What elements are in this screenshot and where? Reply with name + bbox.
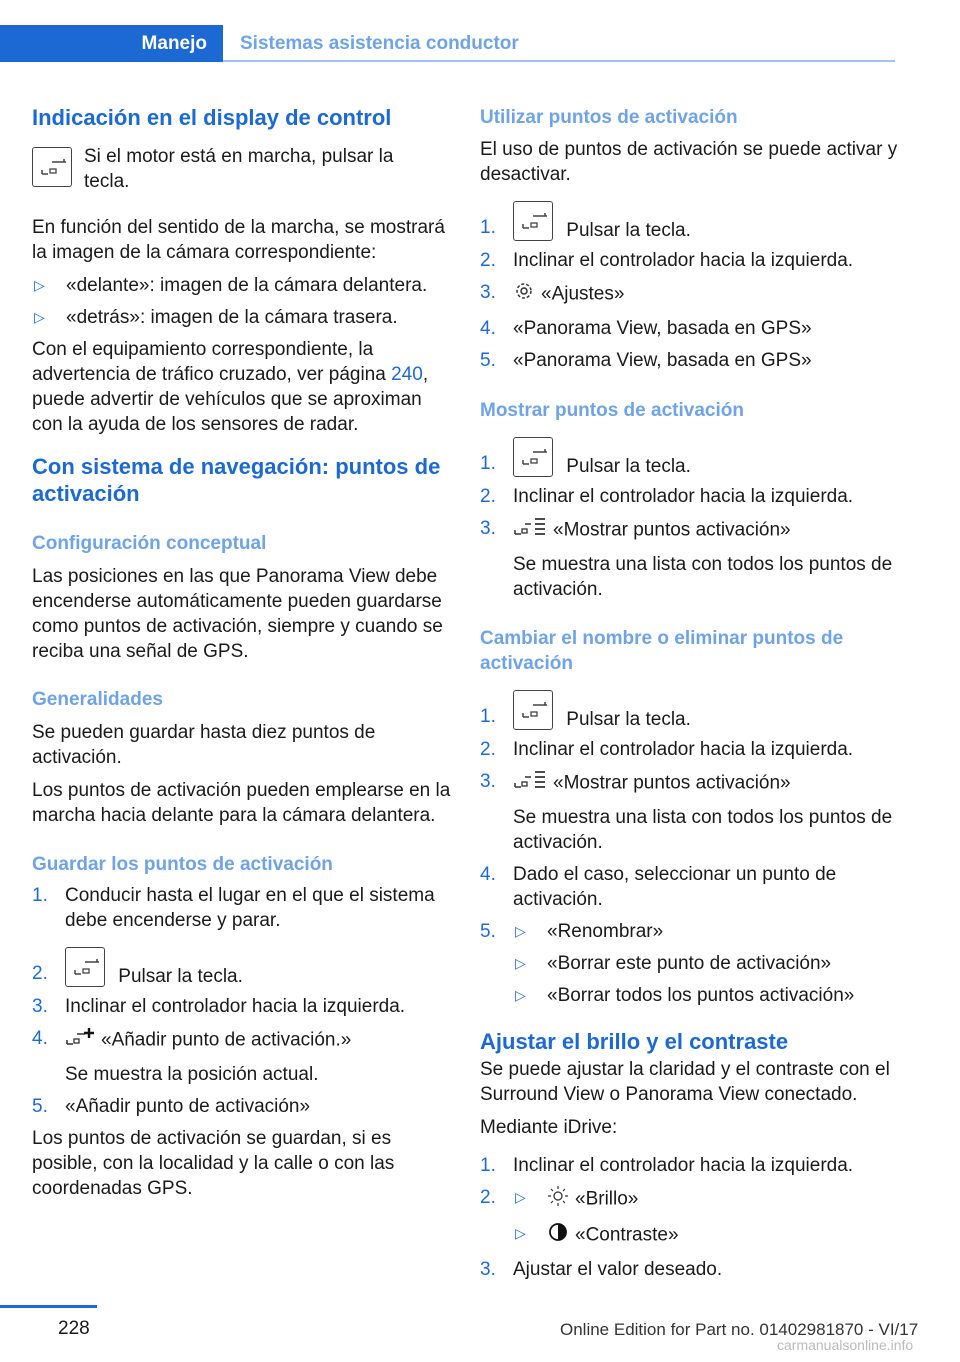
heading-display: Indicación en el display de control [32,105,392,130]
camera-button-icon [65,947,105,987]
heading-use: Utilizar puntos de activación [480,107,738,128]
list-item: 3. Ajustar el valor deseado. [480,1259,723,1280]
camera-button-icon [513,437,553,477]
p-concept: Las posiciones en las que Panorama View debe encenderse automáticamente pueden guardarse como puntos de activación, siempre y cuando se reciba una señal de GPS. [32,566,443,662]
list-item: 2. Inclinar el controlador hacia la izquierda. [480,250,854,271]
list-points-icon [513,769,547,798]
heading-concept: Configuración conceptual [32,533,267,554]
list-item: 2. Inclinar el controlador hacia la izquierda. [480,486,854,507]
bullet-triangle-icon: ▷ [34,277,45,293]
heading-nav: Con sistema de navegación: puntos de activación [32,454,441,506]
bullet-triangle-icon: ▷ [515,1189,526,1205]
p-general-2: Los puntos de activación pueden emplearse en la marcha hacia delante para la cámara delantera. [32,780,451,826]
display-instruction [32,145,452,197]
chapter-tab[interactable]: Manejo [0,25,223,62]
footer-line [0,1305,97,1308]
sub-list-item: ▷ «Contraste» [513,1221,900,1250]
heading-save: Guardar los puntos de activación [32,854,333,875]
list-item: 3. «Mostrar puntos activación» [480,516,900,545]
list-item: 1. Inclinar el controlador hacia la izquierda. [480,1155,854,1176]
sub-list-item: ▷ «Borrar este punto de activación» [515,953,832,974]
add-point-icon [65,1026,95,1055]
edition-label: Online Edition for Part no. 01402981870 - VI/17 [560,1320,919,1339]
list-item: 4. Dado el caso, seleccionar un punto de activación. [480,864,837,910]
rename-steps [480,690,900,1008]
page-link[interactable]: 240 [391,364,423,385]
bullet-triangle-icon: ▷ [515,923,526,939]
list-item: 3. «Ajustes» [480,280,900,309]
list-item: 4. «Panorama View, basada en GPS» [480,318,812,339]
list-item-sub: Se muestra una lista con todos los puntos de activación. [513,554,893,600]
list-item: 5. «Añadir punto de activación» [32,1096,311,1117]
sub-list-item: ▷ «Borrar todos los puntos activación» [515,985,855,1006]
brightness-icon [547,1185,569,1214]
camera-button-icon [513,690,553,730]
header-divider [223,60,895,62]
heading-brightness: Ajustar el brillo y el contraste [480,1029,789,1054]
section-title: Sistemas asistencia conductor [240,32,519,54]
list-item: 1. Pulsar la tecla. [480,690,900,730]
camera-button-icon [513,201,553,241]
list-item: 2. Inclinar el controlador hacia la izquierda. [480,739,854,760]
display-text: Si el motor está en marcha, pulsar la tecla. [84,146,394,192]
p-general-1: Se pueden guardar hasta diez puntos de activación. [32,722,376,768]
bullet-triangle-icon: ▷ [34,309,45,325]
heading-general: Generalidades [32,689,163,710]
list-points-icon [513,516,547,545]
list-item-sub: Se muestra la posición actual. [65,1064,319,1085]
list-item: 4. «Añadir punto de activación.» [32,1026,452,1055]
list-item: 3. «Mostrar puntos activación» [480,769,900,798]
list-item-sub: Se muestra una lista con todos los puntos de activación. [513,807,893,853]
p-direction: En función del sentido de la marcha, se mostrará la imagen de la cámara correspondiente: [32,217,445,263]
p-brightness: Se puede ajustar la claridad y el contraste con el Surround View o Panorama View conectado. [480,1059,890,1105]
p-use: El uso de puntos de activación se puede activar y desactivar. [480,139,898,185]
heading-show: Mostrar puntos de activación [480,400,744,421]
p-crossing: Con el equipamiento correspondiente, la advertencia de tráfico cruzado, ver página 240, puede advertir de vehículos que se aproximan con la ayuda de los sensores de radar. [32,339,429,435]
left-column [32,100,452,1201]
heading-rename: Cambiar el nombre o eliminar puntos de activación [480,628,844,674]
list-item: 5. «Panorama View, basada en GPS» [480,350,812,371]
p-idrive: Mediante iDrive: [480,1117,618,1138]
list-item: 3. Inclinar el controlador hacia la izquierda. [32,996,406,1017]
direction-list [32,273,452,330]
list-item: 5. ▷ «Renombrar» ▷ «Borrar este punto de activación» ▷ «Borrar todos los puntos activación» [480,919,900,1008]
right-column [480,100,900,1282]
bullet-triangle-icon: ▷ [515,987,526,1003]
sub-list-item: ▷ «Brillo» [513,1185,900,1214]
brightness-steps [480,1153,900,1282]
save-steps [32,883,452,1119]
gear-icon [513,280,535,309]
show-steps [480,437,900,602]
p-saved: Los puntos de activación se guardan, si es posible, con la localidad y la calle o con las coordenadas GPS. [32,1128,395,1199]
list-item: 1. Pulsar la tecla. [480,437,900,477]
page-number: 228 [58,1318,90,1339]
bullet-triangle-icon: ▷ [515,955,526,971]
watermark: carmanualsonline.info [777,1337,914,1353]
list-item: 2. Pulsar la tecla. [32,947,452,987]
list-item: 2. ▷ «Brillo» ▷ «Contraste» [480,1185,900,1250]
contrast-icon [547,1221,569,1250]
list-item: 1. Conducir hasta el lugar en el que el sistema debe encenderse y parar. [32,885,435,931]
bullet-triangle-icon: ▷ [515,1225,526,1241]
use-steps [480,201,900,373]
camera-button-icon [32,147,72,187]
list-item: 1. Pulsar la tecla. [480,201,900,241]
sub-list-item: ▷ «Renombrar» [515,921,664,942]
list-item: ▷ «delante»: imagen de la cámara delantera. [34,275,428,296]
list-item: ▷ «detrás»: imagen de la cámara trasera. [34,307,398,328]
